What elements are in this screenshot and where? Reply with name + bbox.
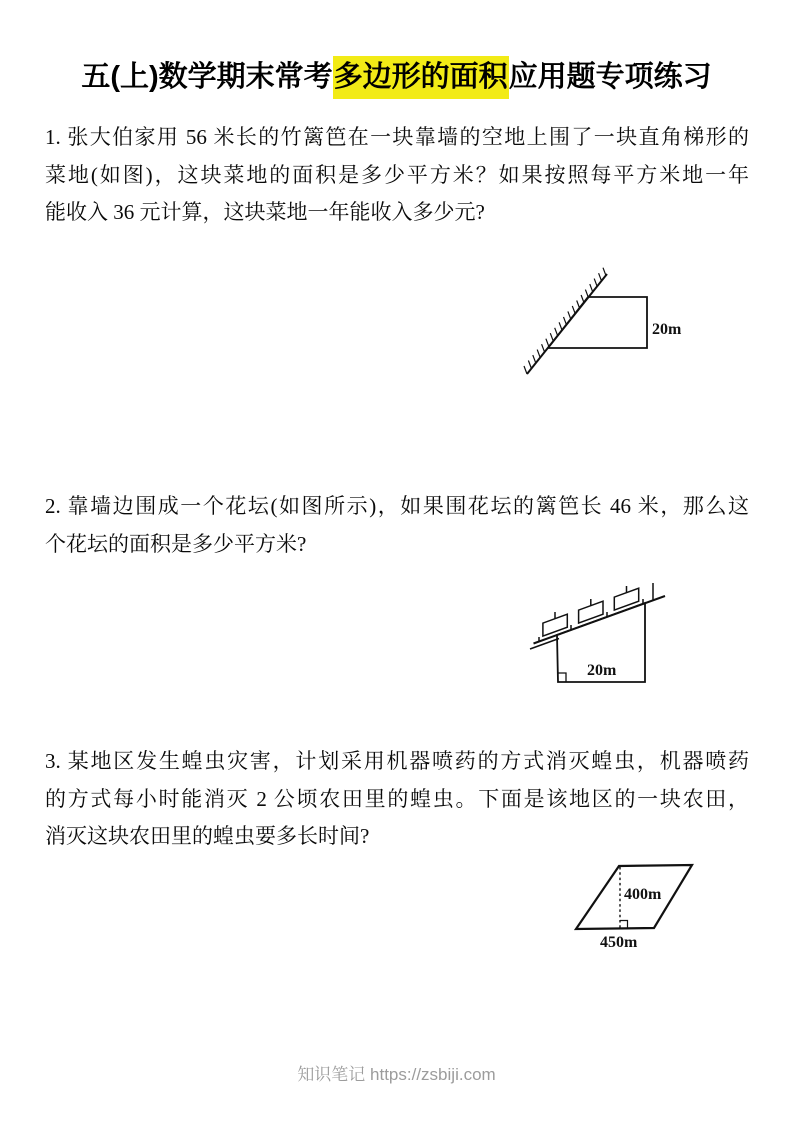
figure-2-base-label: 20m <box>587 662 617 679</box>
figure-3-height-label: 400m <box>624 886 662 903</box>
question-1-line-2: 菜地(如图)，这块菜地的面积是多少平方米？如果按照每平方米地一年 <box>45 162 749 187</box>
figure-3-base-label: 450m <box>600 934 638 951</box>
question-2 <box>45 488 749 563</box>
question-2-line-1: 2. 靠墙边围成一个花坛(如图所示)，如果围花坛的篱笆长 46 米，那么这 <box>45 494 749 518</box>
figure-3-parallelogram-diagram <box>560 852 720 957</box>
question-1-line-1: 1. 张大伯家用 56 米长的竹篱笆在一块靠墙的空地上围了一块直角梯形的 <box>45 125 749 149</box>
question-2-line-2: 个花坛的面积是多少平方米? <box>45 531 307 556</box>
question-3-line-2: 的方式每小时能消灭 2 公顷农田里的蝗虫。下面是该地区的一块农田， <box>45 786 749 811</box>
question-3-line-3: 消灭这块农田里的蝗虫要多长时间? <box>45 824 370 848</box>
page-title <box>0 54 793 95</box>
figure-1-trapezoid-wall-diagram <box>500 258 700 383</box>
title-prefix: 五(上)数学期末常考 <box>81 61 333 93</box>
figure-2-flowerbed-wall-diagram <box>525 572 675 692</box>
question-3-line-1: 3. 某地区发生蝗虫灾害，计划采用机器喷药的方式消灭蝗虫，机器喷药 <box>45 749 749 773</box>
right-angle-marker <box>558 673 566 682</box>
question-1-line-3: 能收入 36 元计算，这块菜地一年能收入多少元? <box>45 200 485 224</box>
trapezoid-shape <box>548 297 647 348</box>
title-suffix: 应用题专项练习 <box>508 61 712 93</box>
question-1 <box>45 119 749 232</box>
footer-watermark: 知识笔记 https://zsbiji.com <box>297 1065 496 1084</box>
wall-hatching-icon <box>524 268 606 374</box>
question-3 <box>45 743 749 856</box>
title-highlight: 多边形的面积 <box>333 56 509 99</box>
figure-1-side-label: 20m <box>652 321 682 338</box>
